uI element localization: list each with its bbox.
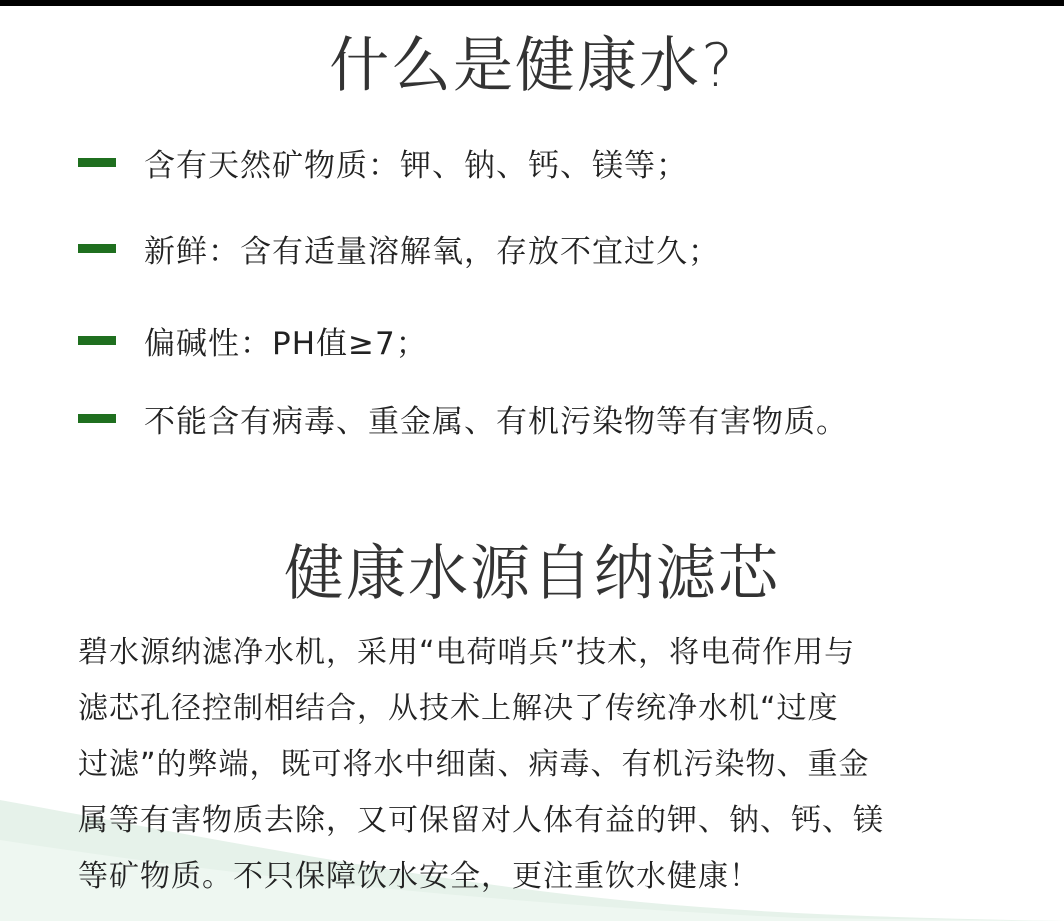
bullet-text: 含有天然矿物质：钾、钠、钙、镁等；	[144, 147, 688, 184]
bullet-dash-icon	[78, 336, 116, 345]
paragraph-line: 碧水源纳滤净水机，采用“电荷哨兵”技术，将电荷作用与	[78, 635, 856, 670]
list-item	[78, 396, 848, 440]
bullet-text: 偏碱性：PH值≥7；	[144, 325, 428, 362]
paragraph-line: 属等有害物质去除，又可保留对人体有益的钾、钠、钙、镁	[78, 803, 884, 838]
section-title-nanofiltration: 健康水源自纳滤芯	[284, 539, 780, 609]
bullet-dash-icon	[78, 158, 116, 167]
list-item	[78, 140, 688, 184]
paragraph-line: 过滤”的弊端，既可将水中细菌、病毒、有机污染物、重金	[78, 747, 870, 782]
paragraph-line: 滤芯孔径控制相结合，从技术上解决了传统净水机“过度	[78, 691, 839, 726]
page-title-what-is-healthy-water: 什么是健康水?	[329, 31, 735, 101]
bullet-dash-icon	[78, 244, 116, 253]
list-item	[78, 226, 720, 270]
bullet-dash-icon	[78, 414, 116, 423]
description-paragraph	[78, 625, 978, 905]
list-item	[78, 318, 428, 362]
bullet-text: 新鲜：含有适量溶解氧，存放不宜过久；	[144, 233, 720, 270]
paragraph-line: 等矿物质。不只保障饮水安全，更注重饮水健康！	[78, 859, 760, 894]
bullet-text: 不能含有病毒、重金属、有机污染物等有害物质。	[144, 403, 848, 440]
